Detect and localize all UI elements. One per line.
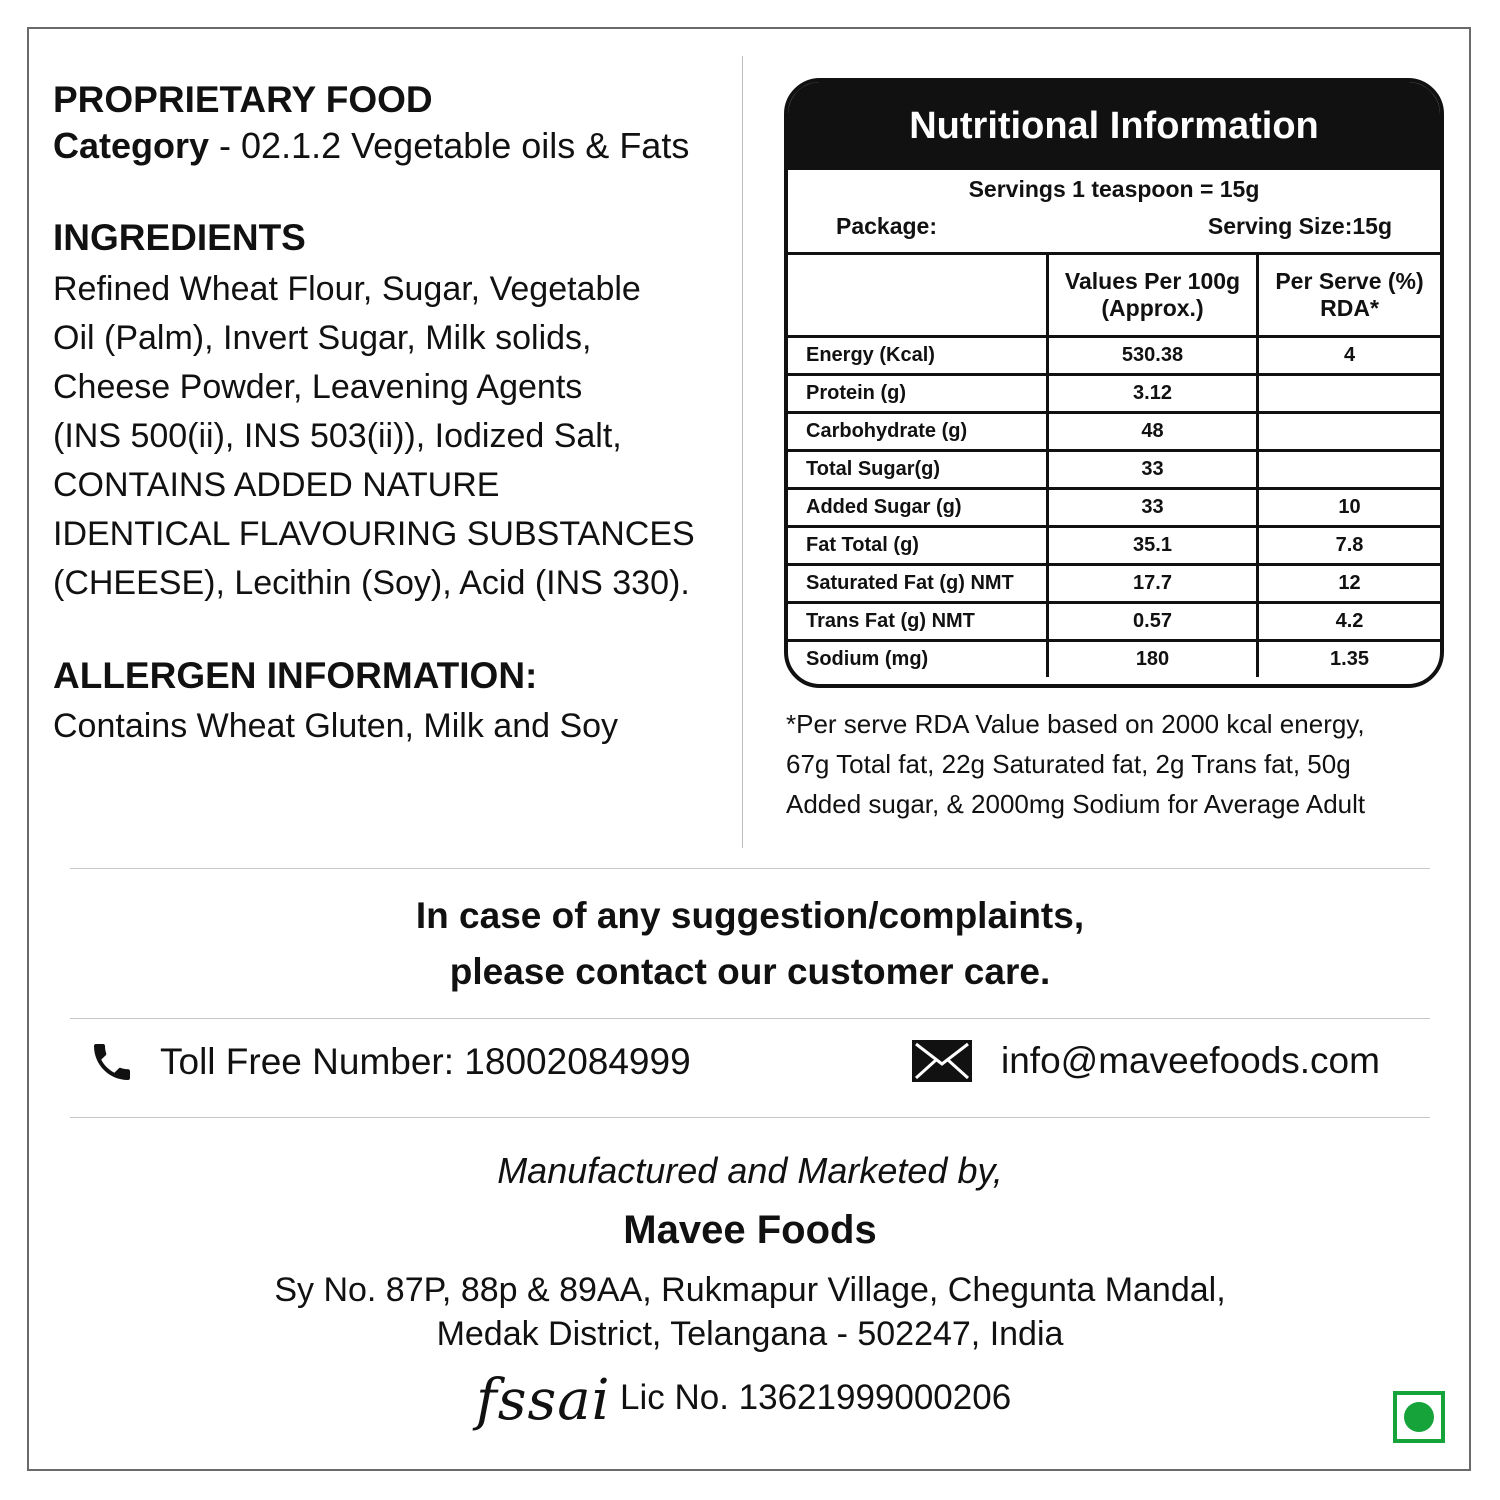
license-number: Lic No. 13621999000206 <box>620 1378 1012 1417</box>
row-rda: 7.8 <box>1258 527 1441 565</box>
row-value: 17.7 <box>1048 565 1258 603</box>
header-rda: Per Serve (%) RDA* <box>1258 254 1441 337</box>
email-address[interactable]: info@maveefoods.com <box>1001 1040 1380 1081</box>
phone-contact <box>88 1038 691 1086</box>
ingredients-line: Oil (Palm), Invert Sugar, Milk solids, <box>53 319 592 357</box>
divider-line <box>70 1018 1430 1019</box>
ingredients-line: (INS 500(ii), INS 503(ii)), Iodized Salt, <box>53 417 622 455</box>
table-row <box>788 337 1440 375</box>
row-rda <box>1258 413 1441 451</box>
fssai-logo: fssai <box>476 1368 611 1433</box>
row-value: 530.38 <box>1048 337 1258 375</box>
row-label: Saturated Fat (g) NMT <box>788 565 1048 603</box>
ingredients-line: Cheese Powder, Leavening Agents <box>53 368 583 406</box>
footnote-line: *Per serve RDA Value based on 2000 kcal energy, <box>786 709 1365 739</box>
row-rda: 1.35 <box>1258 641 1441 678</box>
row-value: 35.1 <box>1048 527 1258 565</box>
row-rda: 4 <box>1258 337 1441 375</box>
ingredients-line: (CHEESE), Lecithin (Soy), Acid (INS 330). <box>53 564 690 602</box>
row-rda <box>1258 451 1441 489</box>
row-value: 33 <box>1048 451 1258 489</box>
row-label: Protein (g) <box>788 375 1048 413</box>
row-value: 33 <box>1048 489 1258 527</box>
table-row <box>788 375 1440 413</box>
ingredients-text <box>53 265 733 608</box>
allergen-heading: ALLERGEN INFORMATION: <box>53 655 538 696</box>
veg-dot <box>1404 1402 1434 1432</box>
nutrition-table <box>788 252 1440 677</box>
address-line: Sy No. 87P, 88p & 89AA, Rukmapur Village, Chegunta Mandal, <box>274 1271 1226 1309</box>
header-blank <box>788 254 1048 337</box>
servings-text: Servings 1 teaspoon = 15g <box>968 176 1260 202</box>
table-row <box>788 489 1440 527</box>
left-column <box>53 78 733 751</box>
care-line: please contact our customer care. <box>449 951 1051 992</box>
ingredients-heading: INGREDIENTS <box>53 217 306 258</box>
table-row <box>788 603 1440 641</box>
serving-size: Serving Size:15g <box>1207 213 1392 239</box>
category-label: Category <box>53 125 210 166</box>
nutrition-title: Nutritional Information <box>788 82 1440 170</box>
email-contact <box>910 1038 1380 1084</box>
table-header-row <box>788 254 1440 337</box>
ingredients-line: IDENTICAL FLAVOURING SUBSTANCES <box>53 515 695 553</box>
row-label: Carbohydrate (g) <box>788 413 1048 451</box>
table-row <box>788 641 1440 678</box>
row-label: Total Sugar(g) <box>788 451 1048 489</box>
company-name: Mavee Foods <box>623 1208 877 1252</box>
divider-line <box>70 868 1430 869</box>
row-rda: 4.2 <box>1258 603 1441 641</box>
row-value: 180 <box>1048 641 1258 678</box>
ingredients-line: Refined Wheat Flour, Sugar, Vegetable <box>53 270 641 308</box>
row-value: 48 <box>1048 413 1258 451</box>
table-row <box>788 565 1440 603</box>
footnote-line: Added sugar, & 2000mg Sodium for Average Adult <box>786 789 1366 819</box>
phone-number[interactable]: Toll Free Number: 18002084999 <box>160 1041 691 1082</box>
proprietary-food-title: PROPRIETARY FOOD <box>53 79 433 120</box>
footnote-line: 67g Total fat, 22g Saturated fat, 2g Trans fat, 50g <box>786 749 1351 779</box>
row-label: Energy (Kcal) <box>788 337 1048 375</box>
row-label: Sodium (mg) <box>788 641 1048 678</box>
manufactured-by-text: Manufactured and Marketed by, <box>497 1150 1003 1191</box>
divider-line <box>70 1117 1430 1118</box>
package-label: Package: <box>836 213 938 239</box>
rda-footnote <box>786 704 1446 824</box>
nutrition-table-box <box>784 78 1444 688</box>
row-rda: 10 <box>1258 489 1441 527</box>
column-divider <box>742 56 743 848</box>
category-value: - 02.1.2 Vegetable oils & Fats <box>209 125 690 166</box>
table-row <box>788 413 1440 451</box>
mail-icon <box>910 1038 974 1084</box>
row-label: Added Sugar (g) <box>788 489 1048 527</box>
customer-care-message <box>0 888 1500 1000</box>
row-rda: 12 <box>1258 565 1441 603</box>
row-value: 3.12 <box>1048 375 1258 413</box>
phone-icon <box>88 1038 136 1086</box>
header-values: Values Per 100g (Approx.) <box>1048 254 1258 337</box>
allergen-text: Contains Wheat Gluten, Milk and Soy <box>53 707 619 745</box>
company-address <box>0 1268 1500 1356</box>
row-rda <box>1258 375 1441 413</box>
ingredients-line: CONTAINS ADDED NATURE <box>53 466 500 504</box>
care-line: In case of any suggestion/complaints, <box>415 895 1085 936</box>
table-row <box>788 451 1440 489</box>
category-line <box>53 122 733 170</box>
row-label: Fat Total (g) <box>788 527 1048 565</box>
address-line: Medak District, Telangana - 502247, India <box>436 1315 1064 1353</box>
row-label: Trans Fat (g) NMT <box>788 603 1048 641</box>
row-value: 0.57 <box>1048 603 1258 641</box>
veg-mark-icon <box>1393 1391 1445 1443</box>
table-row <box>788 527 1440 565</box>
